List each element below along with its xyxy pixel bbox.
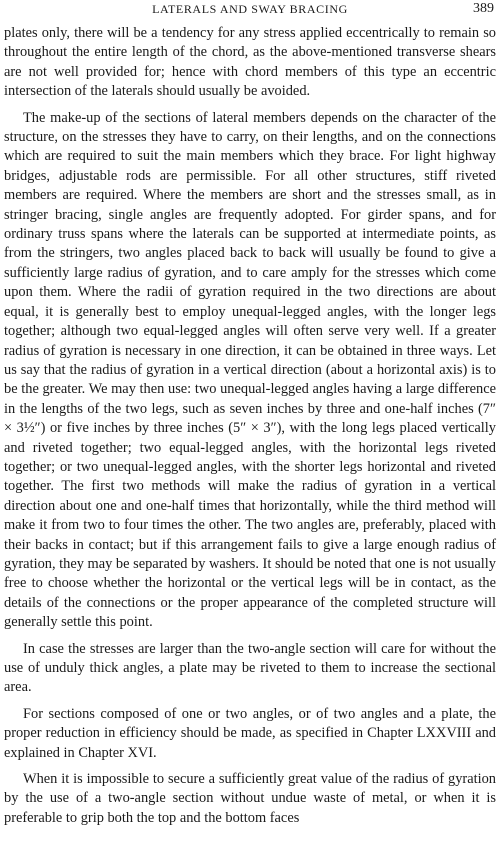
running-head: LATERALS AND SWAY BRACING — [152, 2, 348, 16]
page-number: 389 — [473, 1, 494, 16]
page-header — [0, 0, 500, 22]
paragraph-plate-riveted: In case the stresses are larger than the two-angle section will care for without the use of unduly thick angles, a plate may be riveted to them to increase the sectional area. — [4, 640, 496, 696]
paragraph-radius-gyration: When it is impossible to secure a sufficiently great value of the radius of gyration by the use of a two-angle section without undue waste of metal, or when it is preferable to grip both the top and the bottom faces — [4, 771, 496, 826]
paragraph-reduction-efficiency: For sections composed of one or two angles, or of two angles and a plate, the proper reduction in efficiency should be made, as specified in Chapter LXXVIII and explained in Chapter XVI. — [4, 705, 496, 761]
body-text — [4, 24, 496, 835]
paragraph-lateral-members: The make-up of the sections of lateral members depends on the character of the structure, on the stresses they have to carry, on their lengths, and on the connections which are required to suit the main members which they brace. For light highway bridges, adjustable rods are permissible. For all other structures, stiff riveted members are required. Where the members are short and the stresses small, as in stringer bracing, single angles are frequently adopted. For girder spans, and for ordinary truss spans where the laterals can be supported at intermediate points, as from the stringers, two angles placed back to back will usually be found to give a sufficiently large radius of gyration, and to care amply for the stresses which come upon them. Where the radii of gyration required in the two directions are about equal, it is generally best to employ unequal-legged angles, with the longer legs together; although two equal-legged angles will often serve very well. If a greater radius of gyration is necessary in one direction, it can be obtained in three ways. Let us say that the radius of gyration in a vertical direction (about a horizontal axis) is to be the greater. We may then use: two unequal-legged angles having a large difference in the lengths of the two legs, such as seven inches by three and one-half inches (7″ × 3½″) or five inches by three inches (5″ × 3″), with the long legs placed vertically and riveted together; two equal-legged angles, with the horizontal legs riveted together; or two unequal-legged angles, with the shorter legs horizontal and riveted together. The first two methods will make the radius of gyration in a vertical direction about one and one-half times that horizontally, while the third method will make it from two to four times the other. The two angles are, preferably, placed with their backs in contact; but if this arrangement fails to give a large enough radius of gyration, they may be separated by washers. It should be noted that one is not usually free to choose whether the horizontal or the vertical legs will be in contact, as the details of the connections or the proper appearance of the completed structure will generally settle this point. — [4, 109, 496, 631]
paragraph-continued: plates only, there will be a tendency for any stress applied eccentrically to remain so throughout the entire length of the chord, as the above-mentioned transverse shears are not well provided for; hence with chord members of this type an eccentric intersection of the laterals should usually be avoided. — [4, 25, 496, 100]
